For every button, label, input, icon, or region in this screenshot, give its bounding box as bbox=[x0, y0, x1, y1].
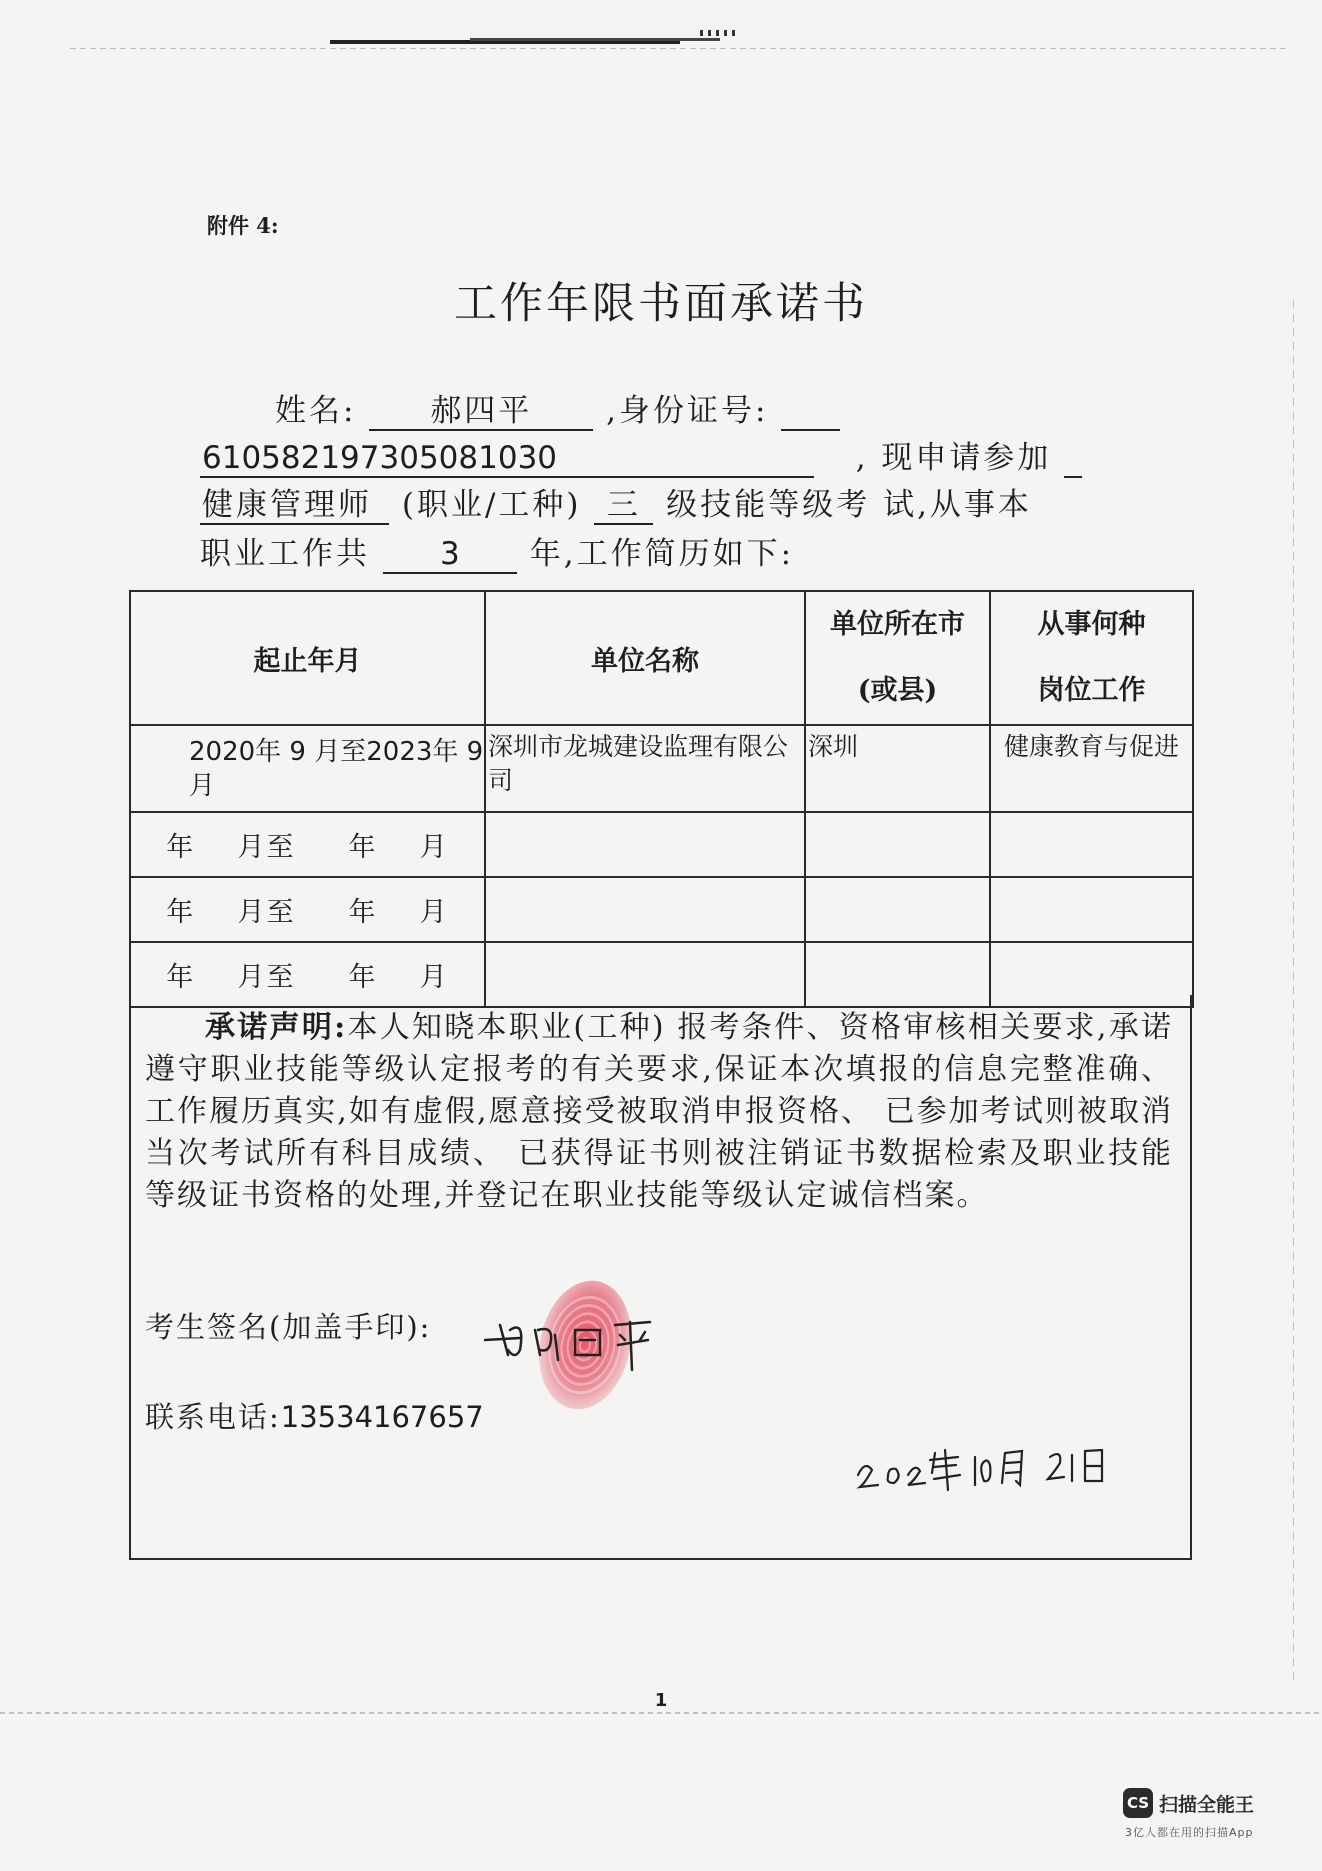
cell-period-blank: 年 月至 年 月 bbox=[130, 877, 485, 942]
intro-line-4 bbox=[200, 528, 794, 574]
intro-line-3 bbox=[200, 479, 1032, 525]
scan-edge bbox=[1293, 300, 1294, 1680]
name-label: 姓名: bbox=[275, 393, 357, 429]
cell-empty bbox=[990, 812, 1193, 877]
table-row bbox=[130, 812, 1193, 877]
occupation-suffix: (职业/工种) bbox=[401, 487, 582, 523]
cell-empty bbox=[485, 812, 805, 877]
handwritten-date bbox=[850, 1435, 1130, 1495]
document-title: 工作年限书面承诺书 bbox=[454, 279, 868, 329]
table-row bbox=[130, 877, 1193, 942]
handwritten-signature bbox=[480, 1300, 660, 1380]
header-post-line1: 从事何种 bbox=[1037, 609, 1146, 640]
cell-empty bbox=[485, 877, 805, 942]
intro-line-2 bbox=[200, 432, 1082, 478]
years-prefix: 职业工作共 bbox=[200, 536, 370, 572]
phone-label: 联系电话: bbox=[145, 1400, 281, 1434]
page-number: 1 bbox=[654, 1690, 668, 1711]
cell-period-blank: 年 月至 年 月 bbox=[130, 942, 485, 1007]
scan-artifact bbox=[700, 30, 740, 36]
signature-label: 考生签名(加盖手印): bbox=[145, 1310, 432, 1344]
scan-edge bbox=[0, 1712, 1322, 1714]
declaration-body: 本人知晓本职业(工种) 报考条件、资格审核相关要求,承诺遵守职业技能等级认定报考的有关要求,保证本次填报的信息完整准确、工作履历真实,如有虚假,愿意接受被取消申报资格、 已参加考试则被取消当次考试所有科目成绩、 已获得证书则被注销证书数据检索及职业技能等级证书资格的处理,并登记在职业技能等级认定诚信档案。 bbox=[145, 1010, 1174, 1213]
years-value: 3 bbox=[383, 536, 517, 574]
watermark-name: 扫描全能王 bbox=[1159, 1794, 1255, 1816]
years-suffix: 年,工作简历如下: bbox=[529, 536, 795, 572]
occupation-value: 健康管理师 bbox=[200, 487, 389, 525]
declaration-text bbox=[145, 1007, 1173, 1217]
name-value: 郝四平 bbox=[369, 393, 593, 431]
scan-edge bbox=[70, 48, 1290, 49]
watermark-slogan: 3亿人都在用的扫描App bbox=[1125, 1826, 1254, 1839]
level-suffix: 级技能等级考 试,从事本 bbox=[666, 487, 1032, 523]
camscanner-logo-icon: CS bbox=[1123, 1788, 1153, 1818]
cell-empty bbox=[805, 812, 990, 877]
header-city bbox=[805, 591, 990, 725]
declaration-heading: 承诺声明: bbox=[205, 1010, 348, 1045]
scanner-watermark bbox=[1123, 1788, 1283, 1848]
cell-empty bbox=[990, 877, 1193, 942]
work-history-table bbox=[129, 590, 1194, 1008]
attachment-label: 附件 4: bbox=[207, 213, 279, 238]
header-period: 起止年月 bbox=[130, 591, 485, 725]
cell-city: 深圳 bbox=[805, 725, 990, 812]
intro-line-1 bbox=[275, 385, 840, 431]
scan-artifact bbox=[470, 38, 720, 41]
cell-period-blank: 年 月至 年 月 bbox=[130, 812, 485, 877]
cell-empty bbox=[805, 877, 990, 942]
table-header-row bbox=[130, 591, 1193, 725]
header-city-line1: 单位所在市 bbox=[830, 609, 965, 640]
header-city-line2: (或县) bbox=[857, 675, 938, 706]
level-value: 三 bbox=[594, 487, 653, 525]
phone-line bbox=[145, 1395, 484, 1436]
id-number-value: 610582197305081030 bbox=[200, 440, 814, 478]
cell-period: 2020年 9 月至2023年 9 月 bbox=[130, 725, 485, 812]
apply-text: , 现申请参加 bbox=[855, 440, 1052, 476]
table-row bbox=[130, 725, 1193, 812]
header-post-line2: 岗位工作 bbox=[1037, 675, 1146, 706]
id-label: ,身份证号: bbox=[606, 393, 769, 429]
cell-company: 深圳市龙城建设监理有限公司 bbox=[485, 725, 805, 812]
header-company: 单位名称 bbox=[485, 591, 805, 725]
phone-value: 13534167657 bbox=[280, 1400, 484, 1434]
header-post bbox=[990, 591, 1193, 725]
underline-blank bbox=[781, 393, 840, 431]
underline-blank bbox=[1064, 440, 1082, 478]
cell-post: 健康教育与促进 bbox=[990, 725, 1193, 812]
